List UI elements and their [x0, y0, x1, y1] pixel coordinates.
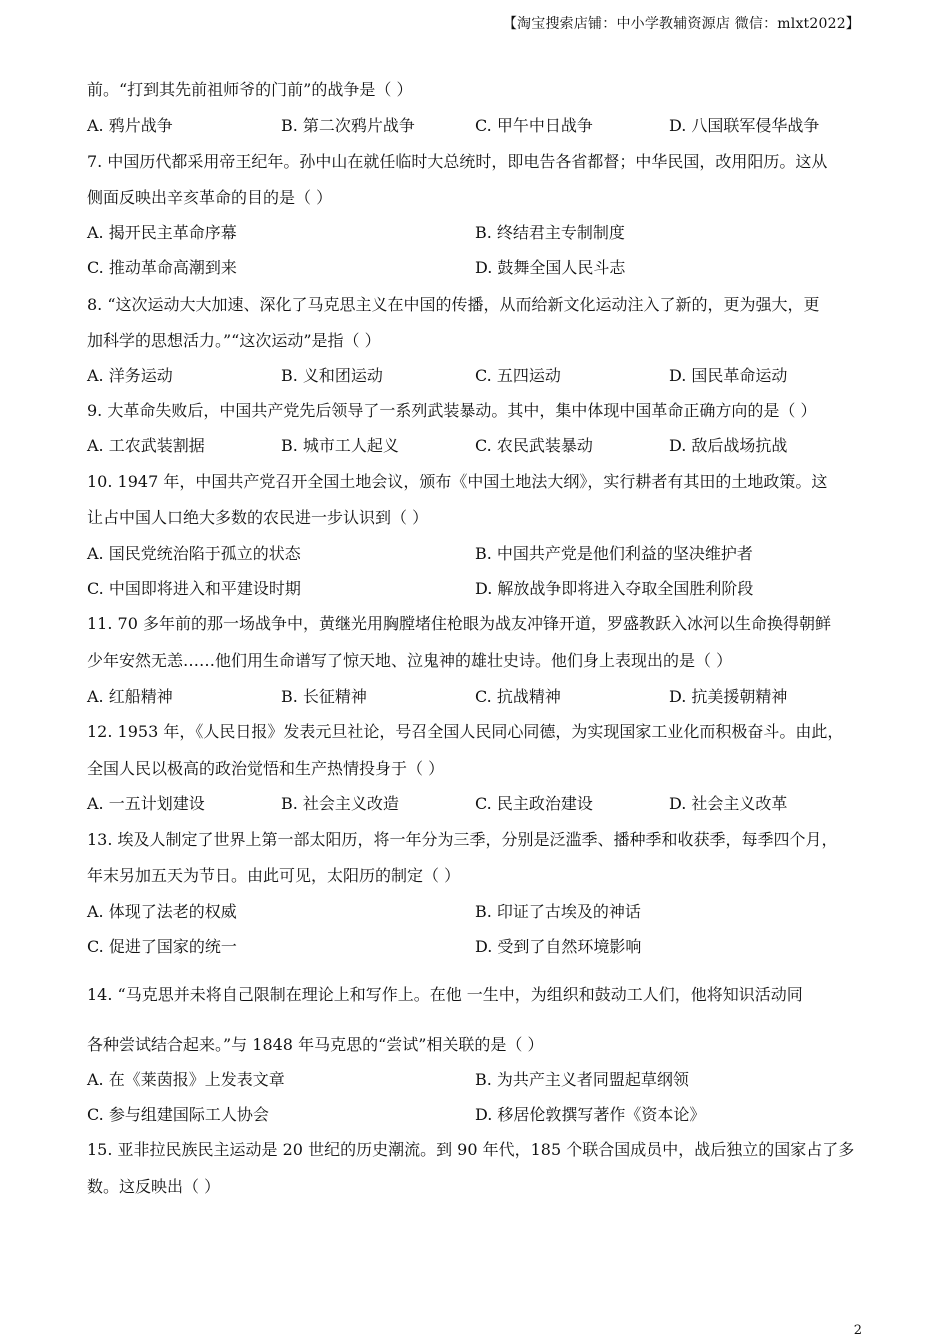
question-6-option-b: B. 第二次鸦片战争: [281, 116, 415, 135]
question-13-stem-line2: 年末另加五天为节日。由此可见，太阳历的制定（ ）: [87, 866, 461, 885]
question-14-stem-line1: 14. “马克思并未将自己限制在理论上和写作上。在他 一生中，为组织和鼓动工人们，他将知识活动同: [87, 985, 803, 1004]
question-14-stem-line2: 各种尝试结合起来。”与 1848 年马克思的“尝试”相关联的是（ ）: [87, 1035, 544, 1054]
question-10-option-d: D. 解放战争即将进入夺取全国胜利阶段: [475, 579, 754, 598]
question-7-option-b: B. 终结君主专制制度: [475, 223, 625, 242]
question-8-stem-line1: 8. “这次运动大大加速、深化了马克思主义在中国的传播，从而给新文化运动注入了新的，更为强大，更: [87, 295, 820, 314]
page-header: 【淘宝搜索店铺：中小学教辅资源店 微信：mlxt2022】: [502, 16, 860, 32]
question-9-option-d: D. 敌后战场抗战: [669, 436, 788, 455]
question-11-option-d: D. 抗美援朝精神: [669, 687, 788, 706]
question-12-stem-line1: 12. 1953 年，《人民日报》发表元旦社论，号召全国人民同心同德，为实现国家工业化而积极奋斗。由此，: [87, 722, 844, 741]
question-13-option-d: D. 受到了自然环境影响: [475, 937, 642, 956]
question-8-option-a: A. 洋务运动: [87, 366, 173, 385]
question-6-stem: 前。“打到其先前祖师爷的门前”的战争是（ ）: [87, 80, 413, 99]
question-15-stem-line2: 数。这反映出（ ）: [87, 1177, 221, 1196]
question-11-option-c: C. 抗战精神: [475, 687, 561, 706]
question-12-option-a: A. 一五计划建设: [87, 794, 205, 813]
question-11-stem-line2: 少年安然无恙……他们用生命谱写了惊天地、泣鬼神的雄壮史诗。他们身上表现出的是（ ）: [87, 651, 733, 670]
question-9-option-b: B. 城市工人起义: [281, 436, 399, 455]
question-13-option-c: C. 促进了国家的统一: [87, 937, 237, 956]
question-14-option-a: A. 在《莱茵报》上发表文章: [87, 1070, 285, 1089]
question-8-option-d: D. 国民革命运动: [669, 366, 788, 385]
question-10-option-a: A. 国民党统治陷于孤立的状态: [87, 544, 301, 563]
question-8-option-c: C. 五四运动: [475, 366, 561, 385]
question-11-stem-line1: 11. 70 多年前的那一场战争中，黄继光用胸膛堵住枪眼为战友冲锋开道，罗盛教跃入冰河以生命换得朝鲜: [87, 614, 831, 633]
question-10-option-b: B. 中国共产党是他们利益的坚决维护者: [475, 544, 753, 563]
question-12-option-b: B. 社会主义改造: [281, 794, 399, 813]
question-14-option-d: D. 移居伦敦撰写著作《资本论》: [475, 1105, 706, 1124]
question-8-stem-line2: 加科学的思想活力。”“这次运动”是指（ ）: [87, 331, 381, 350]
question-9-option-a: A. 工农武装割据: [87, 436, 205, 455]
question-6-option-a: A. 鸦片战争: [87, 116, 173, 135]
question-13-option-b: B. 印证了古埃及的神话: [475, 902, 641, 921]
question-7-stem-line1: 7. 中国历代都采用帝王纪年。孙中山在就任临时大总统时，即电告各省都督；中华民国，改用阳历。这从: [87, 152, 828, 171]
question-7-stem-line2: 侧面反映出辛亥革命的目的是（ ）: [87, 188, 333, 207]
page-number: 2: [853, 1323, 862, 1338]
question-7-option-d: D. 鼓舞全国人民斗志: [475, 258, 626, 277]
question-8-option-b: B. 义和团运动: [281, 366, 383, 385]
question-14-option-c: C. 参与组建国际工人协会: [87, 1105, 269, 1124]
question-6-option-c: C. 甲午中日战争: [475, 116, 593, 135]
question-14-option-b: B. 为共产主义者同盟起草纲领: [475, 1070, 689, 1089]
question-10-stem-line1: 10. 1947 年，中国共产党召开全国土地会议，颁布《中国土地法大纲》，实行耕者有其田的土地政策。这: [87, 472, 828, 491]
question-10-stem-line2: 让占中国人口绝大多数的农民进一步认识到（ ）: [87, 508, 429, 527]
question-7-option-a: A. 揭开民主革命序幕: [87, 223, 237, 242]
question-7-option-c: C. 推动革命高潮到来: [87, 258, 237, 277]
question-15-stem-line1: 15. 亚非拉民族民主运动是 20 世纪的历史潮流。到 90 年代，185 个联合国成员中，战后独立的国家占了多: [87, 1140, 855, 1159]
question-11-option-a: A. 红船精神: [87, 687, 173, 706]
question-11-option-b: B. 长征精神: [281, 687, 367, 706]
question-12-stem-line2: 全国人民以极高的政治觉悟和生产热情投身于（ ）: [87, 759, 445, 778]
question-12-option-c: C. 民主政治建设: [475, 794, 593, 813]
question-9-stem: 9. 大革命失败后，中国共产党先后领导了一系列武装暴动。其中，集中体现中国革命正确方向的是（ ）: [87, 401, 817, 420]
question-13-option-a: A. 体现了法老的权威: [87, 902, 237, 921]
question-12-option-d: D. 社会主义改革: [669, 794, 788, 813]
question-9-option-c: C. 农民武装暴动: [475, 436, 593, 455]
question-13-stem-line1: 13. 埃及人制定了世界上第一部太阳历，将一年分为三季，分别是泛滥季、播种季和收获季，每季四个月，: [87, 830, 838, 849]
question-10-option-c: C. 中国即将进入和平建设时期: [87, 579, 301, 598]
question-6-option-d: D. 八国联军侵华战争: [669, 116, 820, 135]
